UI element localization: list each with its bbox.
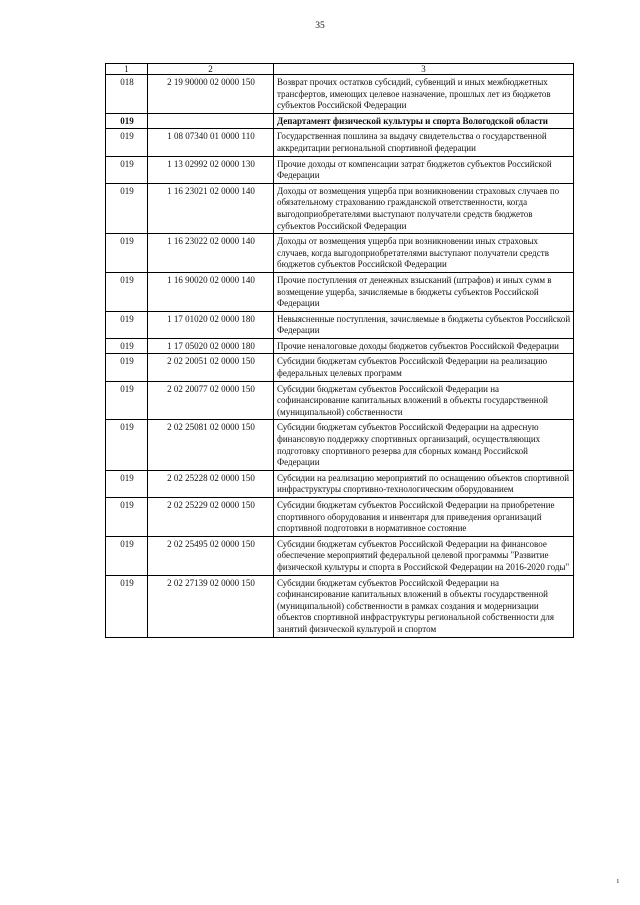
page-number: 35 <box>315 21 325 31</box>
table-row <box>106 354 574 381</box>
kbk-code-cell: 1 16 90020 02 0000 140 <box>148 272 274 311</box>
kbk-code-cell <box>148 113 274 129</box>
kbk-code-cell: 1 13 02992 02 0000 130 <box>148 156 274 183</box>
table-row <box>106 338 574 354</box>
revenue-name-cell: Прочие поступления от денежных взысканий (штрафов) и иных сумм в возмещение ущерба, зачисляемые в бюджеты субъектов Российской Федерации <box>274 272 574 311</box>
edge-mark: ı <box>616 876 619 885</box>
revenue-name-cell: Доходы от возмещения ущерба при возникновении страховых случаев по обязательному страхованию гражданской ответственности, когда выгодоприобретателями выступают получатели средств бюджетов субъектов Российской Федерации <box>274 183 574 233</box>
table-row <box>106 420 574 470</box>
kbk-code-cell: 1 17 01020 02 0000 180 <box>148 311 274 338</box>
admin-code-cell: 019 <box>106 381 148 420</box>
admin-code-cell: 019 <box>106 498 148 537</box>
kbk-code-cell: 2 02 27139 02 0000 150 <box>148 575 274 637</box>
revenue-name-cell: Доходы от возмещения ущерба при возникновении иных страховых случаев, когда выгодоприобретателями выступают получатели средств бюджетов субъектов Российской Федерации <box>274 234 574 273</box>
revenue-table <box>105 63 574 638</box>
admin-code-cell: 019 <box>106 311 148 338</box>
table-row <box>106 536 574 575</box>
table-row <box>106 183 574 233</box>
kbk-code-cell: 2 02 25495 02 0000 150 <box>148 536 274 575</box>
table-row <box>106 129 574 156</box>
kbk-code-cell: 2 02 25081 02 0000 150 <box>148 420 274 470</box>
department-heading-row <box>106 113 574 129</box>
revenue-name-cell: Невыясненные поступления, зачисляемые в бюджеты субъектов Российской Федерации <box>274 311 574 338</box>
table-row <box>106 311 574 338</box>
revenue-name-cell: Возврат прочих остатков субсидий, субвенций и иных межбюджетных трансфертов, имеющих целевое назначение, прошлых лет из бюджетов субъектов Российской Федерации <box>274 75 574 114</box>
kbk-code-cell: 2 19 90000 02 0000 150 <box>148 75 274 114</box>
admin-code-cell: 019 <box>106 536 148 575</box>
header-col-2: 2 <box>148 64 274 75</box>
revenue-name-cell: Прочие доходы от компенсации затрат бюджетов субъектов Российской Федерации <box>274 156 574 183</box>
kbk-code-cell: 2 02 25228 02 0000 150 <box>148 470 274 497</box>
kbk-code-cell: 2 02 20077 02 0000 150 <box>148 381 274 420</box>
admin-code-cell: 018 <box>106 75 148 114</box>
department-name-cell: Департамент физической культуры и спорта Вологодской области <box>274 113 574 129</box>
admin-code-cell: 019 <box>106 183 148 233</box>
admin-code-cell: 019 <box>106 113 148 129</box>
table-row <box>106 470 574 497</box>
kbk-code-cell: 1 08 07340 01 0000 110 <box>148 129 274 156</box>
admin-code-cell: 019 <box>106 156 148 183</box>
header-row <box>106 64 574 75</box>
admin-code-cell: 019 <box>106 272 148 311</box>
kbk-code-cell: 2 02 25229 02 0000 150 <box>148 498 274 537</box>
table-row <box>106 498 574 537</box>
admin-code-cell: 019 <box>106 575 148 637</box>
table-row <box>106 381 574 420</box>
revenue-name-cell: Субсидии бюджетам субъектов Российской Федерации на адресную финансовую поддержку спортивных организаций, осуществляющих подготовку спортивного резерва для сборных команд Российской Федерации <box>274 420 574 470</box>
admin-code-cell: 019 <box>106 129 148 156</box>
revenue-name-cell: Субсидии бюджетам субъектов Российской Федерации на софинансирование капитальных вложений в объекты государственной (муниципальной) собственности <box>274 381 574 420</box>
revenue-name-cell: Субсидии бюджетам субъектов Российской Федерации на софинансирование капитальных вложений в объекты государственной (муниципальной) собственности в рамках создания и модернизации объектов спортивной инфраструктуры региональной собственности для занятий физической культурой и спортом <box>274 575 574 637</box>
header-col-3: 3 <box>274 64 574 75</box>
revenue-name-cell: Субсидии бюджетам субъектов Российской Федерации на реализацию федеральных целевых программ <box>274 354 574 381</box>
kbk-code-cell: 1 17 05020 02 0000 180 <box>148 338 274 354</box>
admin-code-cell: 019 <box>106 420 148 470</box>
kbk-code-cell: 1 16 23021 02 0000 140 <box>148 183 274 233</box>
kbk-code-cell: 1 16 23022 02 0000 140 <box>148 234 274 273</box>
admin-code-cell: 019 <box>106 234 148 273</box>
table-row <box>106 575 574 637</box>
revenue-name-cell: Субсидии на реализацию мероприятий по оснащению объектов спортивной инфраструктуры спортивно-технологическим оборудованием <box>274 470 574 497</box>
revenue-name-cell: Прочие неналоговые доходы бюджетов субъектов Российской Федерации <box>274 338 574 354</box>
admin-code-cell: 019 <box>106 354 148 381</box>
revenue-name-cell: Субсидии бюджетам субъектов Российской Федерации на приобретение спортивного оборудования и инвентаря для приведения организаций спортивной подготовки в нормативное состояние <box>274 498 574 537</box>
admin-code-cell: 019 <box>106 338 148 354</box>
revenue-name-cell: Субсидии бюджетам субъектов Российской Федерации на финансовое обеспечение мероприятий федеральной целевой программы "Развитие физической культуры и спорта в Российской Федерации на 2016-2020 годы" <box>274 536 574 575</box>
revenue-name-cell: Государственная пошлина за выдачу свидетельства о государственной аккредитации региональной спортивной федерации <box>274 129 574 156</box>
kbk-code-cell: 2 02 20051 02 0000 150 <box>148 354 274 381</box>
header-col-1: 1 <box>106 64 148 75</box>
admin-code-cell: 019 <box>106 470 148 497</box>
table-row <box>106 75 574 114</box>
table-row <box>106 156 574 183</box>
table-row <box>106 272 574 311</box>
table-row <box>106 234 574 273</box>
